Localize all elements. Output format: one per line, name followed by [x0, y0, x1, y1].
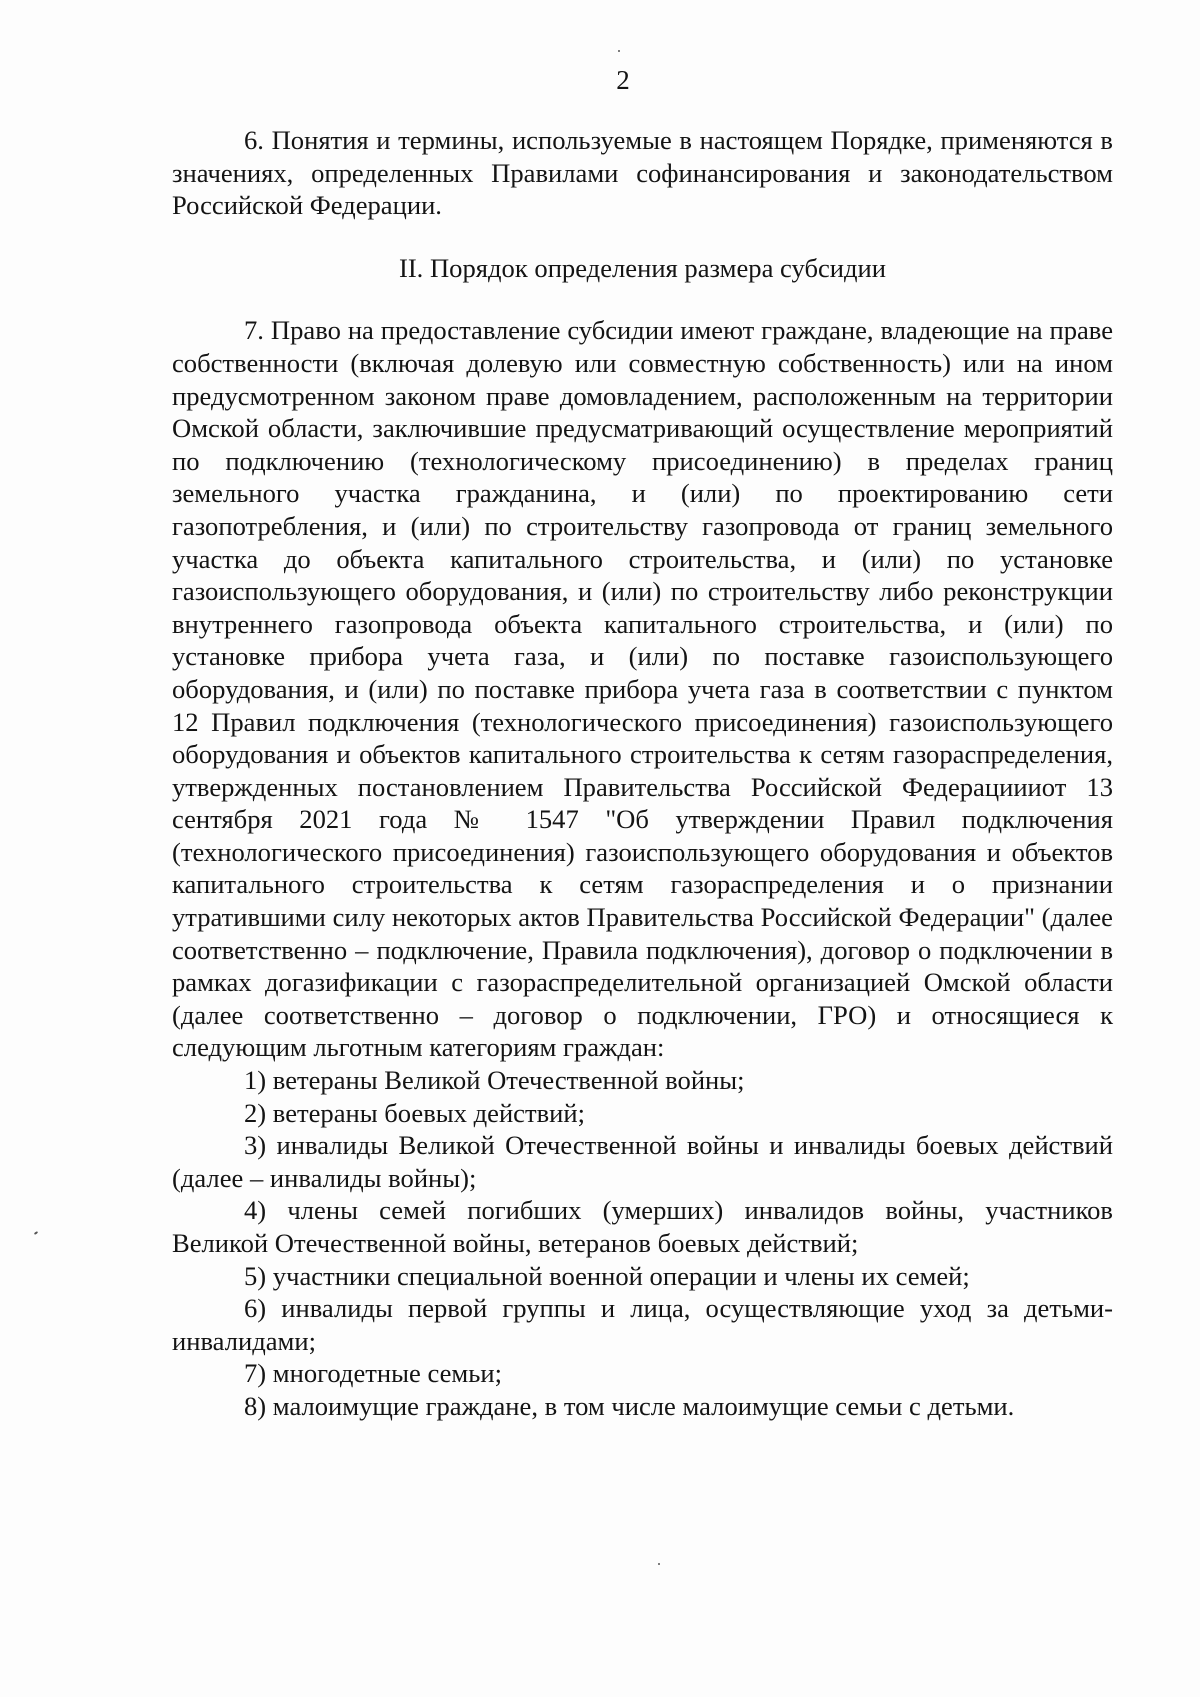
category-item-7: 7) многодетные семьи;: [244, 1358, 502, 1389]
scan-speck-bottom: [658, 1563, 660, 1565]
category-item-1: 1) ветераны Великой Отечественной войны;: [244, 1065, 745, 1096]
document-body: [172, 124, 1113, 1423]
category-item-2: 2) ветераны боевых действий;: [244, 1097, 586, 1128]
category-item-4: 4) члены семей погибших (умерших) инвалидов войны, участников Великой Отечественной войны, ветеранов боевых действий;: [172, 1195, 1113, 1258]
page-number: 2: [616, 65, 630, 95]
category-item-3: 3) инвалиды Великой Отечественной войны и инвалиды боевых действий (далее – инвалиды войны);: [172, 1130, 1113, 1193]
scan-speck-left: [34, 1231, 38, 1235]
paragraph-7: 7. Право на предоставление субсидии имеют граждане, владеющие на праве собственности (включая долевую или совместную собственность) или на ином предусмотренном законом праве домовладением, расположенным на территории Омской области, заключившие предусматривающий осуществление мероприятий по подключению (технологическому присоединению) в пределах границ земельного участка гражданина, и (или) по проектированию сети газопотребления, и (или) по строительству газопровода от границ земельного участка до объекта капитального строительства, и (или) по установке газоиспользующего оборудования, и (или) по строительству либо реконструкции внутреннего газопровода объекта капитального строительства, и (или) по установке прибора учета газа, и (или) по поставке газоиспользующего оборудования, и (или) по поставке прибора учета газа в соответствии с пунктом 12 Правил подключения (технологического присоединения) газоиспользующего оборудования и объектов капитального строительства к сетям газораспределения, утвержденных постановлением Правительства Российской Федерациииот 13 сентября 2021 года № 1547 "Об утверждении Правил подключения (технологического присоединения) газоиспользующего оборудования и объектов капитального строительства к сетям газораспределения и о признании утратившими силу некоторых актов Правительства Российской Федерации" (далее соответственно – подключение, Правила подключения), договор о подключении в рамках догазификации с газораспределительной организацией Омской области (далее соответственно – договор о подключении, ГРО) и относящиеся к следующим льготным категориям граждан:: [172, 315, 1113, 1063]
category-item-8: 8) малоимущие граждане, в том числе малоимущие семьи с детьми.: [244, 1390, 1015, 1421]
section-heading: II. Порядок определения размера субсидии: [398, 252, 887, 283]
scan-speck-top: [618, 50, 620, 52]
category-item-5: 5) участники специальной военной операции и члены их семей;: [244, 1260, 970, 1291]
category-item-6: 6) инвалиды первой группы и лица, осуществляющие уход за детьми-инвалидами;: [172, 1293, 1113, 1356]
paragraph-6: 6. Понятия и термины, используемые в настоящем Порядке, применяются в значениях, определенных Правилами софинансирования и законодательством Российской Федерации.: [172, 125, 1113, 221]
